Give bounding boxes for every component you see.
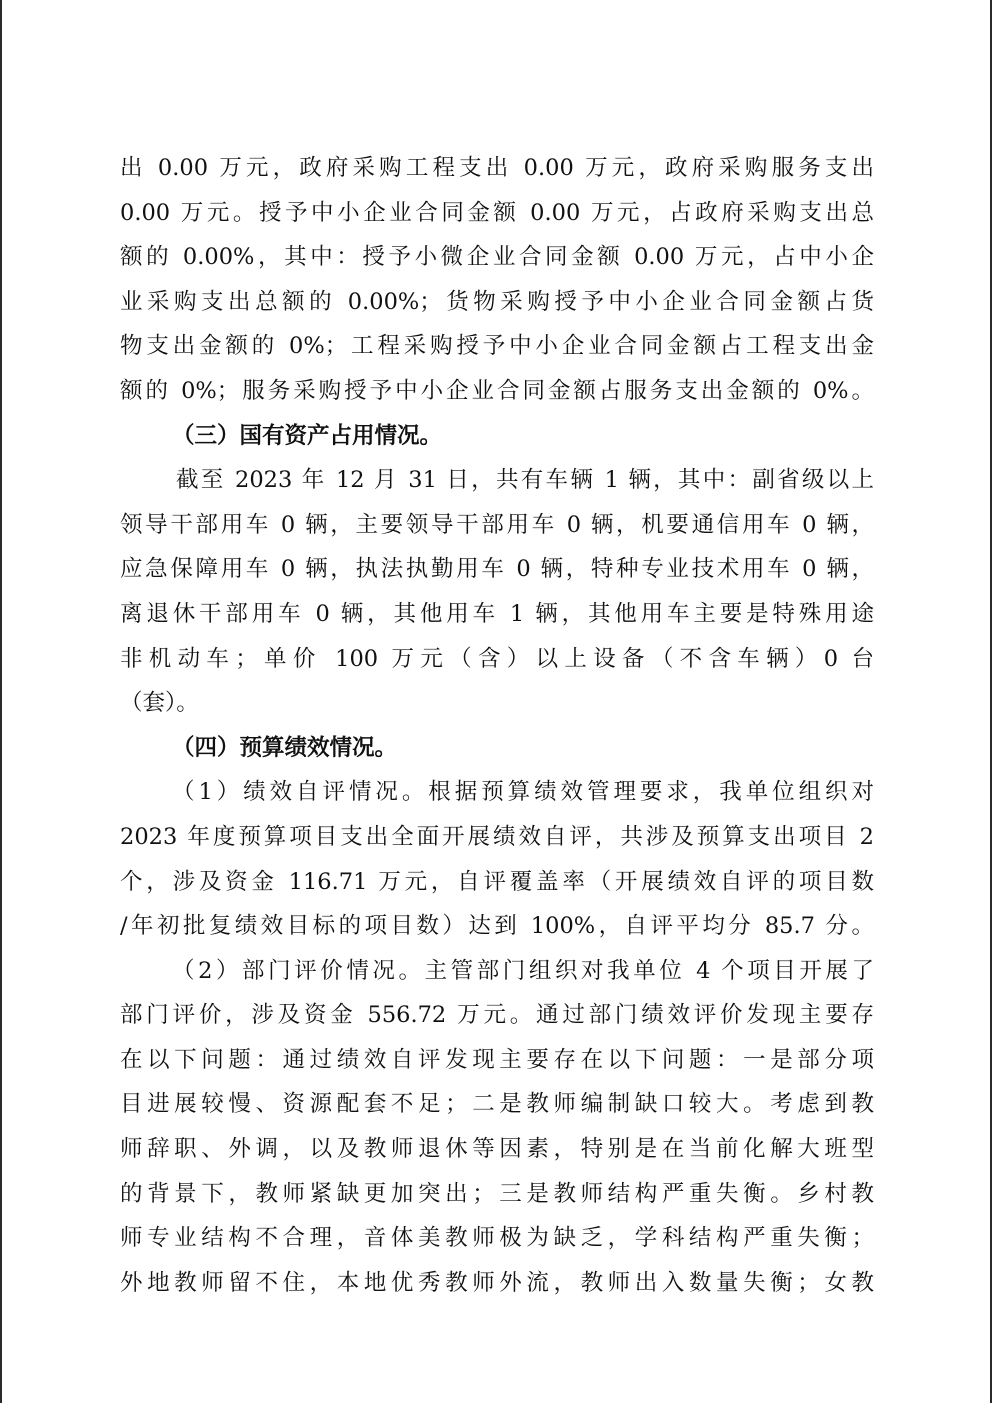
text-line: 出 0.00 万元，政府采购工程支出 0.00 万元，政府采购服务支出 xyxy=(120,155,874,181)
text-line: 额的 0.00%，其中：授予小微企业合同金额 0.00 万元，占中小企 xyxy=(120,244,874,271)
text-line: 物支出金额的 0%；工程采购授予中小企业合同金额占工程支出金 xyxy=(120,333,874,360)
text-line: 2023 年度预算项目支出全面开展绩效自评，共涉及预算支出项目 2 xyxy=(120,823,874,850)
text-line: 在以下问题：通过绩效自评发现主要存在以下问题：一是部分项 xyxy=(120,1046,874,1073)
text-line: 领导干部用车 0 辆，主要领导干部用车 0 辆，机要通信用车 0 辆， xyxy=(120,511,874,538)
text-line: 离退休干部用车 0 辆，其他用车 1 辆，其他用车主要是特殊用途 xyxy=(120,600,874,627)
text-line: 的背景下，教师紧缺更加突出；三是教师结构严重失衡。乡村教 xyxy=(120,1180,874,1207)
text-line: /年初批复绩效目标的项目数）达到 100%，自评平均分 85.7 分。 xyxy=(120,913,874,940)
text-line: 额的 0%；服务采购授予中小企业合同金额占服务支出金额的 0%。 xyxy=(120,377,874,404)
text-line: 个，涉及资金 116.71 万元，自评覆盖率（开展绩效自评的项目数 xyxy=(120,868,874,895)
page-border-left xyxy=(0,0,2,1403)
text-line: 目进展较慢、资源配套不足；二是教师编制缺口较大。考虑到教 xyxy=(120,1091,874,1118)
section-heading: （三）国有资产占用情况。 xyxy=(172,422,443,449)
text-line: 业采购支出总额的 0.00%；货物采购授予中小企业合同金额占货 xyxy=(120,288,874,315)
text-line: 0.00 万元。授予中小企业合同金额 0.00 万元，占政府采购支出总 xyxy=(120,199,874,226)
text-line: 师专业结构不合理，音体美教师极为缺乏，学科结构严重失衡； xyxy=(120,1225,874,1252)
text-line: （2）部门评价情况。主管部门组织对我单位 4 个项目开展了 xyxy=(172,957,874,984)
text-line: （套）。 xyxy=(120,690,199,717)
section-heading: （四）预算绩效情况。 xyxy=(172,734,398,761)
text-line: 截至 2023 年 12 月 31 日，共有车辆 1 辆，其中：副省级以上 xyxy=(176,467,874,494)
text-line: 应急保障用车 0 辆，执法执勤用车 0 辆，特种专业技术用车 0 辆， xyxy=(120,556,874,583)
text-line: 外地教师留不住，本地优秀教师外流，教师出入数量失衡；女教 xyxy=(120,1269,874,1296)
text-line: 非机动车；单价 100 万元（含）以上设备（不含车辆）0 台 xyxy=(120,645,874,672)
text-line: （1）绩效自评情况。根据预算绩效管理要求，我单位组织对 xyxy=(172,779,874,806)
document-body xyxy=(120,146,874,1305)
text-line: 师辞职、外调，以及教师退休等因素，特别是在当前化解大班型 xyxy=(120,1136,874,1163)
text-line: 部门评价，涉及资金 556.72 万元。通过部门绩效评价发现主要存 xyxy=(120,1002,874,1029)
